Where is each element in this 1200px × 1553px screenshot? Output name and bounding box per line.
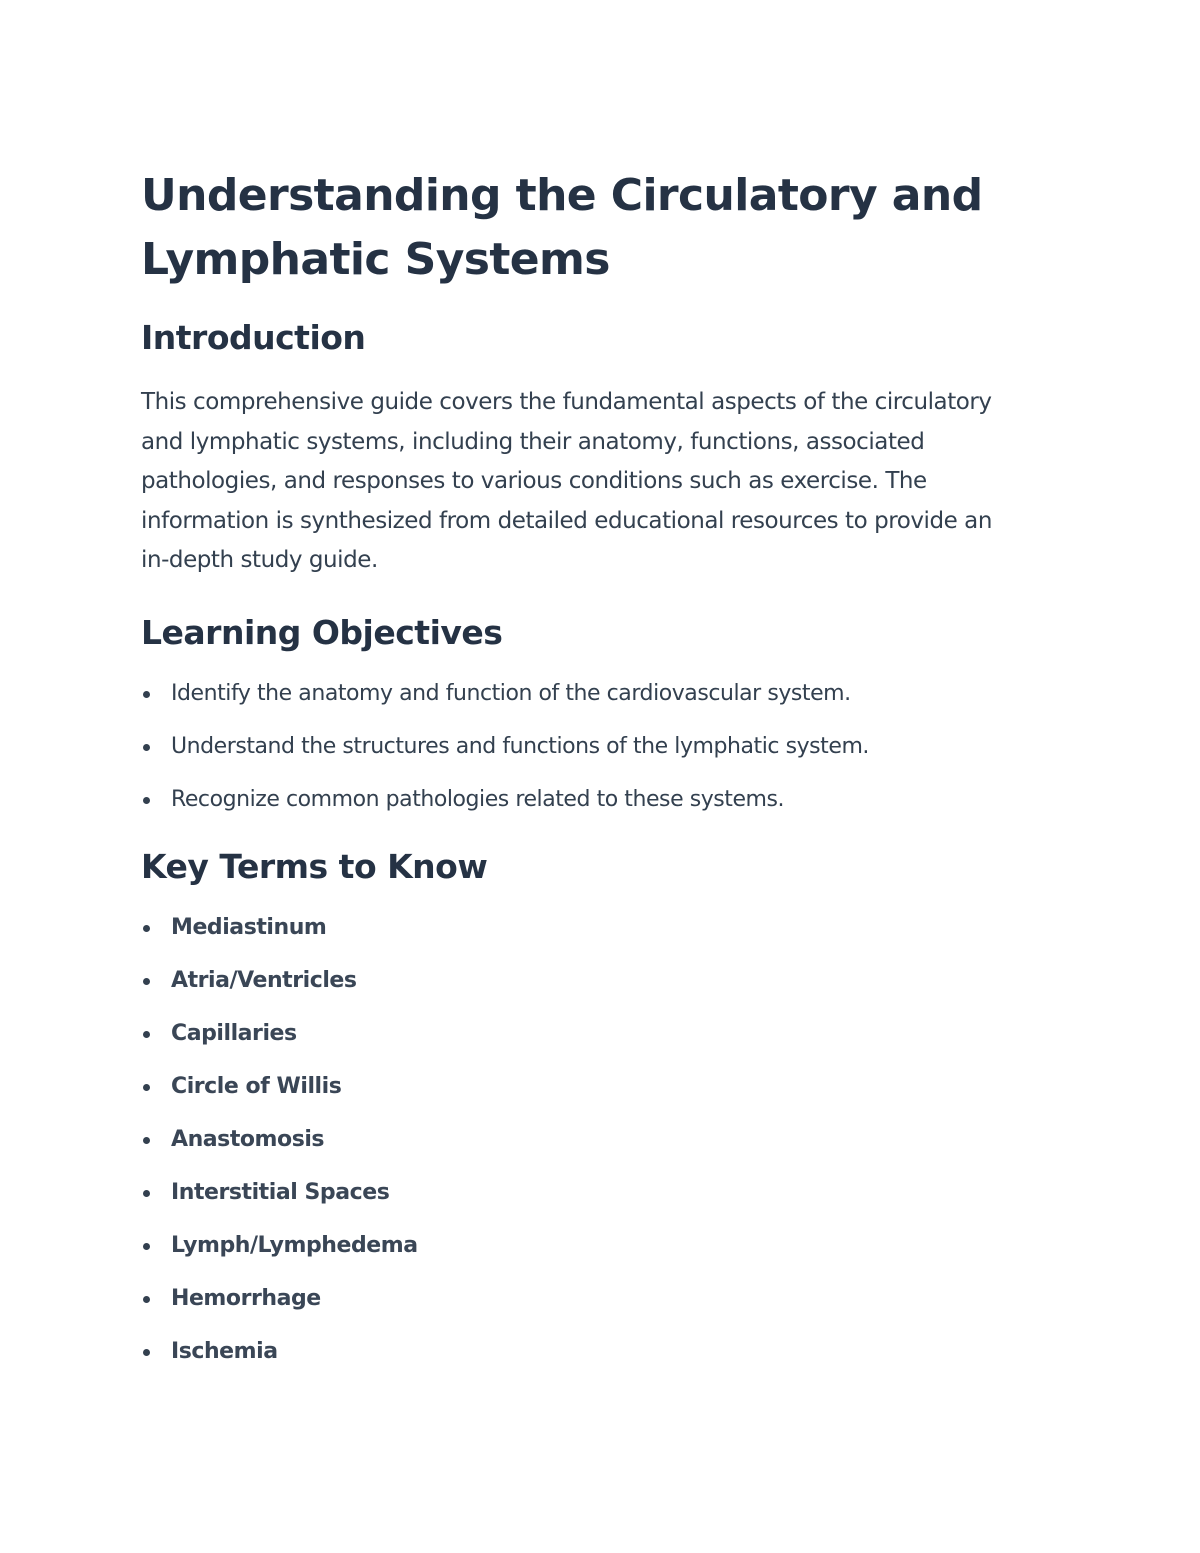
bullet-icon [143, 1296, 150, 1303]
list-item [141, 785, 1041, 815]
bullet-icon [143, 1084, 150, 1091]
list-item [141, 1337, 1041, 1367]
bullet-icon [143, 978, 150, 985]
learning-objectives-list [141, 679, 1041, 815]
key-term-text: Lymph/Lymphedema [171, 1232, 418, 1258]
objective-text: Recognize common pathologies related to these systems. [171, 786, 785, 812]
list-item [141, 1178, 1041, 1208]
list-item [141, 679, 1041, 709]
key-term-text: Hemorrhage [171, 1285, 321, 1311]
key-term-text: Mediastinum [171, 914, 327, 940]
list-item [141, 1284, 1041, 1314]
key-term-text: Anastomosis [171, 1126, 325, 1152]
bullet-icon [143, 797, 150, 804]
key-term-text: Capillaries [171, 1020, 297, 1046]
key-term-text: Atria/Ventricles [171, 967, 357, 993]
document-title: Understanding the Circulatory and Lymphatic Systems [141, 170, 983, 285]
list-item [141, 966, 1041, 996]
bullet-icon [143, 691, 150, 698]
bullet-icon [143, 1190, 150, 1197]
introduction-heading: Introduction [141, 318, 366, 357]
document-page [141, 164, 1041, 1390]
key-terms-list [141, 913, 1041, 1367]
key-term-text: Ischemia [171, 1338, 278, 1364]
list-item [141, 1019, 1041, 1049]
list-item [141, 1231, 1041, 1261]
learning-objectives-heading: Learning Objectives [141, 612, 503, 652]
objective-text: Identify the anatomy and function of the cardiovascular system. [171, 680, 851, 706]
list-item [141, 1125, 1041, 1155]
introduction-text: This comprehensive guide covers the fundamental aspects of the circulatory and lymphatic systems, including their anatomy, functions, associated pathologies, and responses to various conditions such as exercise. The information is synthesized from detailed educational resources to provide an in-depth study guide. [141, 389, 992, 573]
bullet-icon [143, 1031, 150, 1038]
bullet-icon [143, 1243, 150, 1250]
list-item [141, 732, 1041, 762]
bullet-icon [143, 1349, 150, 1356]
bullet-icon [143, 925, 150, 932]
key-term-text: Interstitial Spaces [171, 1179, 390, 1205]
list-item [141, 1072, 1041, 1102]
key-terms-heading: Key Terms to Know [141, 846, 488, 886]
key-term-text: Circle of Willis [171, 1073, 342, 1099]
objective-text: Understand the structures and functions of the lymphatic system. [171, 733, 869, 759]
bullet-icon [143, 1137, 150, 1144]
list-item [141, 913, 1041, 943]
bullet-icon [143, 744, 150, 751]
